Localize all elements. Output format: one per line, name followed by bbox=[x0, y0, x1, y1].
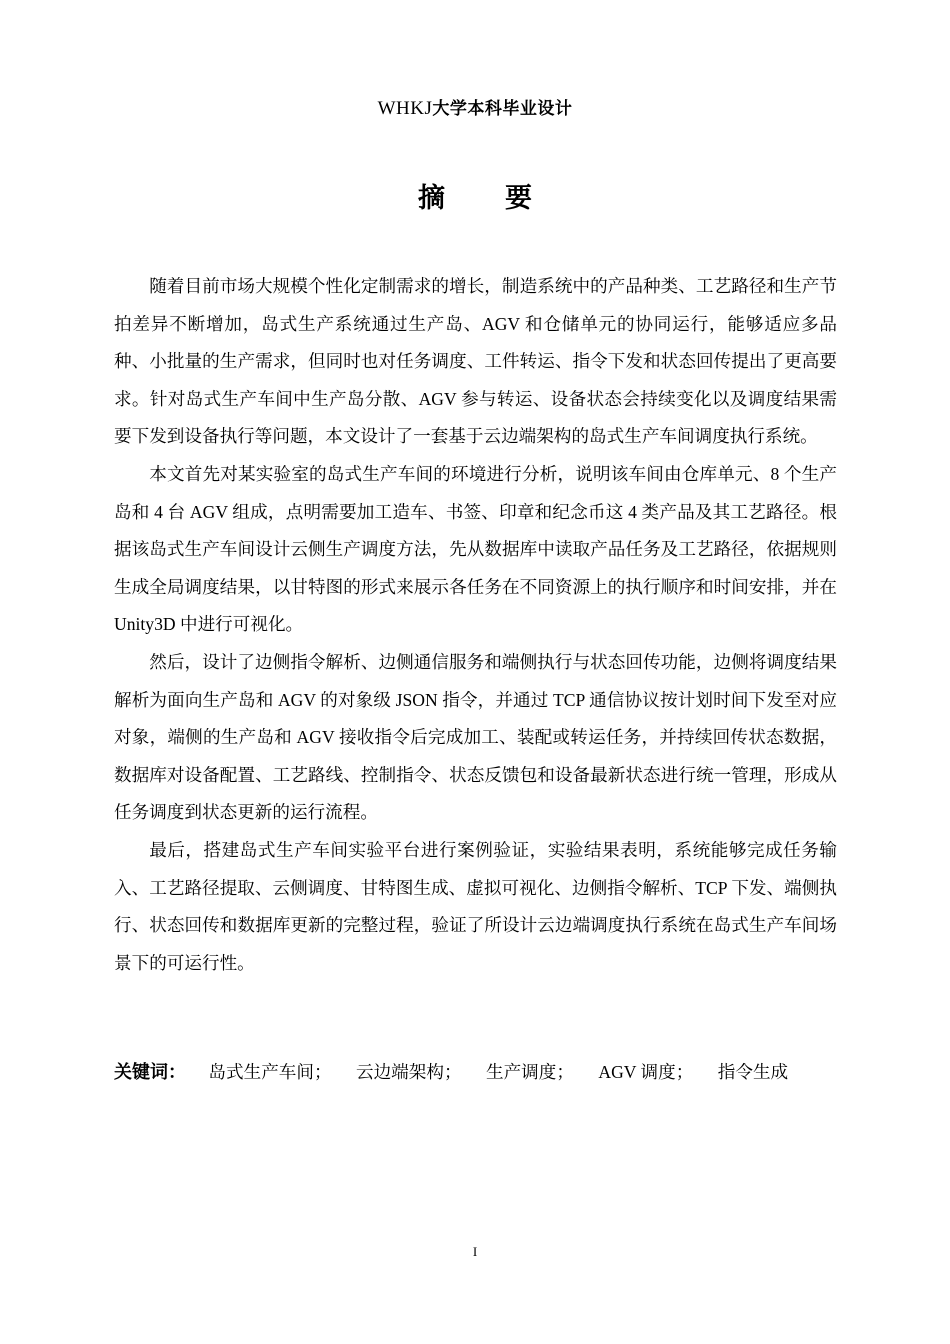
page-number: I bbox=[472, 1244, 478, 1259]
paragraph: 然后，设计了边侧指令解析、边侧通信服务和端侧执行与状态回传功能，边侧将调度结果解析为面向生产岛和 AGV 的对象级 JSON 指令，并通过 TCP 通信协议按计划时间下发至对应对象，端侧的生产岛和 AGV 接收指令后完成加工、装配或转运任务，并持续回传状态数据，数据库对设备配置、工艺路线、控制指令、状态反馈包和设备最新状态进行统一管理，形成从任务调度到状态更新的运行流程。 bbox=[114, 651, 837, 823]
paragraph: 本文首先对某实验室的岛式生产车间的环境进行分析，说明该车间由仓库单元、8 个生产岛和 4 台 AGV 组成，点明需要加工造车、书签、印章和纪念币这 4 类产品及其工艺路径。根据该岛式生产车间设计云侧生产调度方法，先从数据库中读取产品任务及工艺路径，依据规则生成全局调度结果，以甘特图的形式来展示各任务在不同资源上的执行顺序和时间安排，并在 Unity3D 中进行可视化。 bbox=[114, 463, 837, 635]
abstract-title: 摘要 bbox=[418, 183, 592, 214]
keyword: AGV 调度； bbox=[598, 1062, 694, 1082]
keywords-label: 关键词： bbox=[114, 1062, 186, 1083]
header-code: WHKJ bbox=[377, 98, 433, 119]
paragraph: 随着目前市场大规模个性化定制需求的增长，制造系统中的产品种类、工艺路径和生产节拍差异不断增加，岛式生产系统通过生产岛、AGV 和仓储单元的协同运行，能够适应多品种、小批量的生产需求，但同时也对任务调度、工件转运、指令下发和状态回传提出了更高要求。针对岛式生产车间中生产岛分散、AGV 参与转运、设备状态会持续变化以及调度结果需要下发到设备执行等问题，本文设计了一套基于云边端架构的岛式生产车间调度执行系统。 bbox=[114, 276, 837, 447]
keyword: 生产调度； bbox=[485, 1062, 574, 1082]
keyword: 岛式生产车间； bbox=[208, 1062, 332, 1082]
header-name: 大学本科毕业设计 bbox=[432, 99, 573, 119]
page-header bbox=[0, 94, 950, 120]
keywords-line bbox=[114, 1057, 808, 1088]
paragraph: 最后，搭建岛式生产车间实验平台进行案例验证，实验结果表明，系统能够完成任务输入、工艺路径提取、云侧调度、甘特图生成、虚拟可视化、边侧指令解析、TCP 下发、端侧执行、状态回传和数据库更新的完整过程，验证了所设计云边端调度执行系统在岛式生产车间场景下的可运行性。 bbox=[114, 839, 837, 973]
keyword: 指令生成 bbox=[717, 1062, 789, 1082]
keyword: 云边端架构； bbox=[355, 1062, 462, 1082]
abstract-body bbox=[114, 268, 837, 982]
